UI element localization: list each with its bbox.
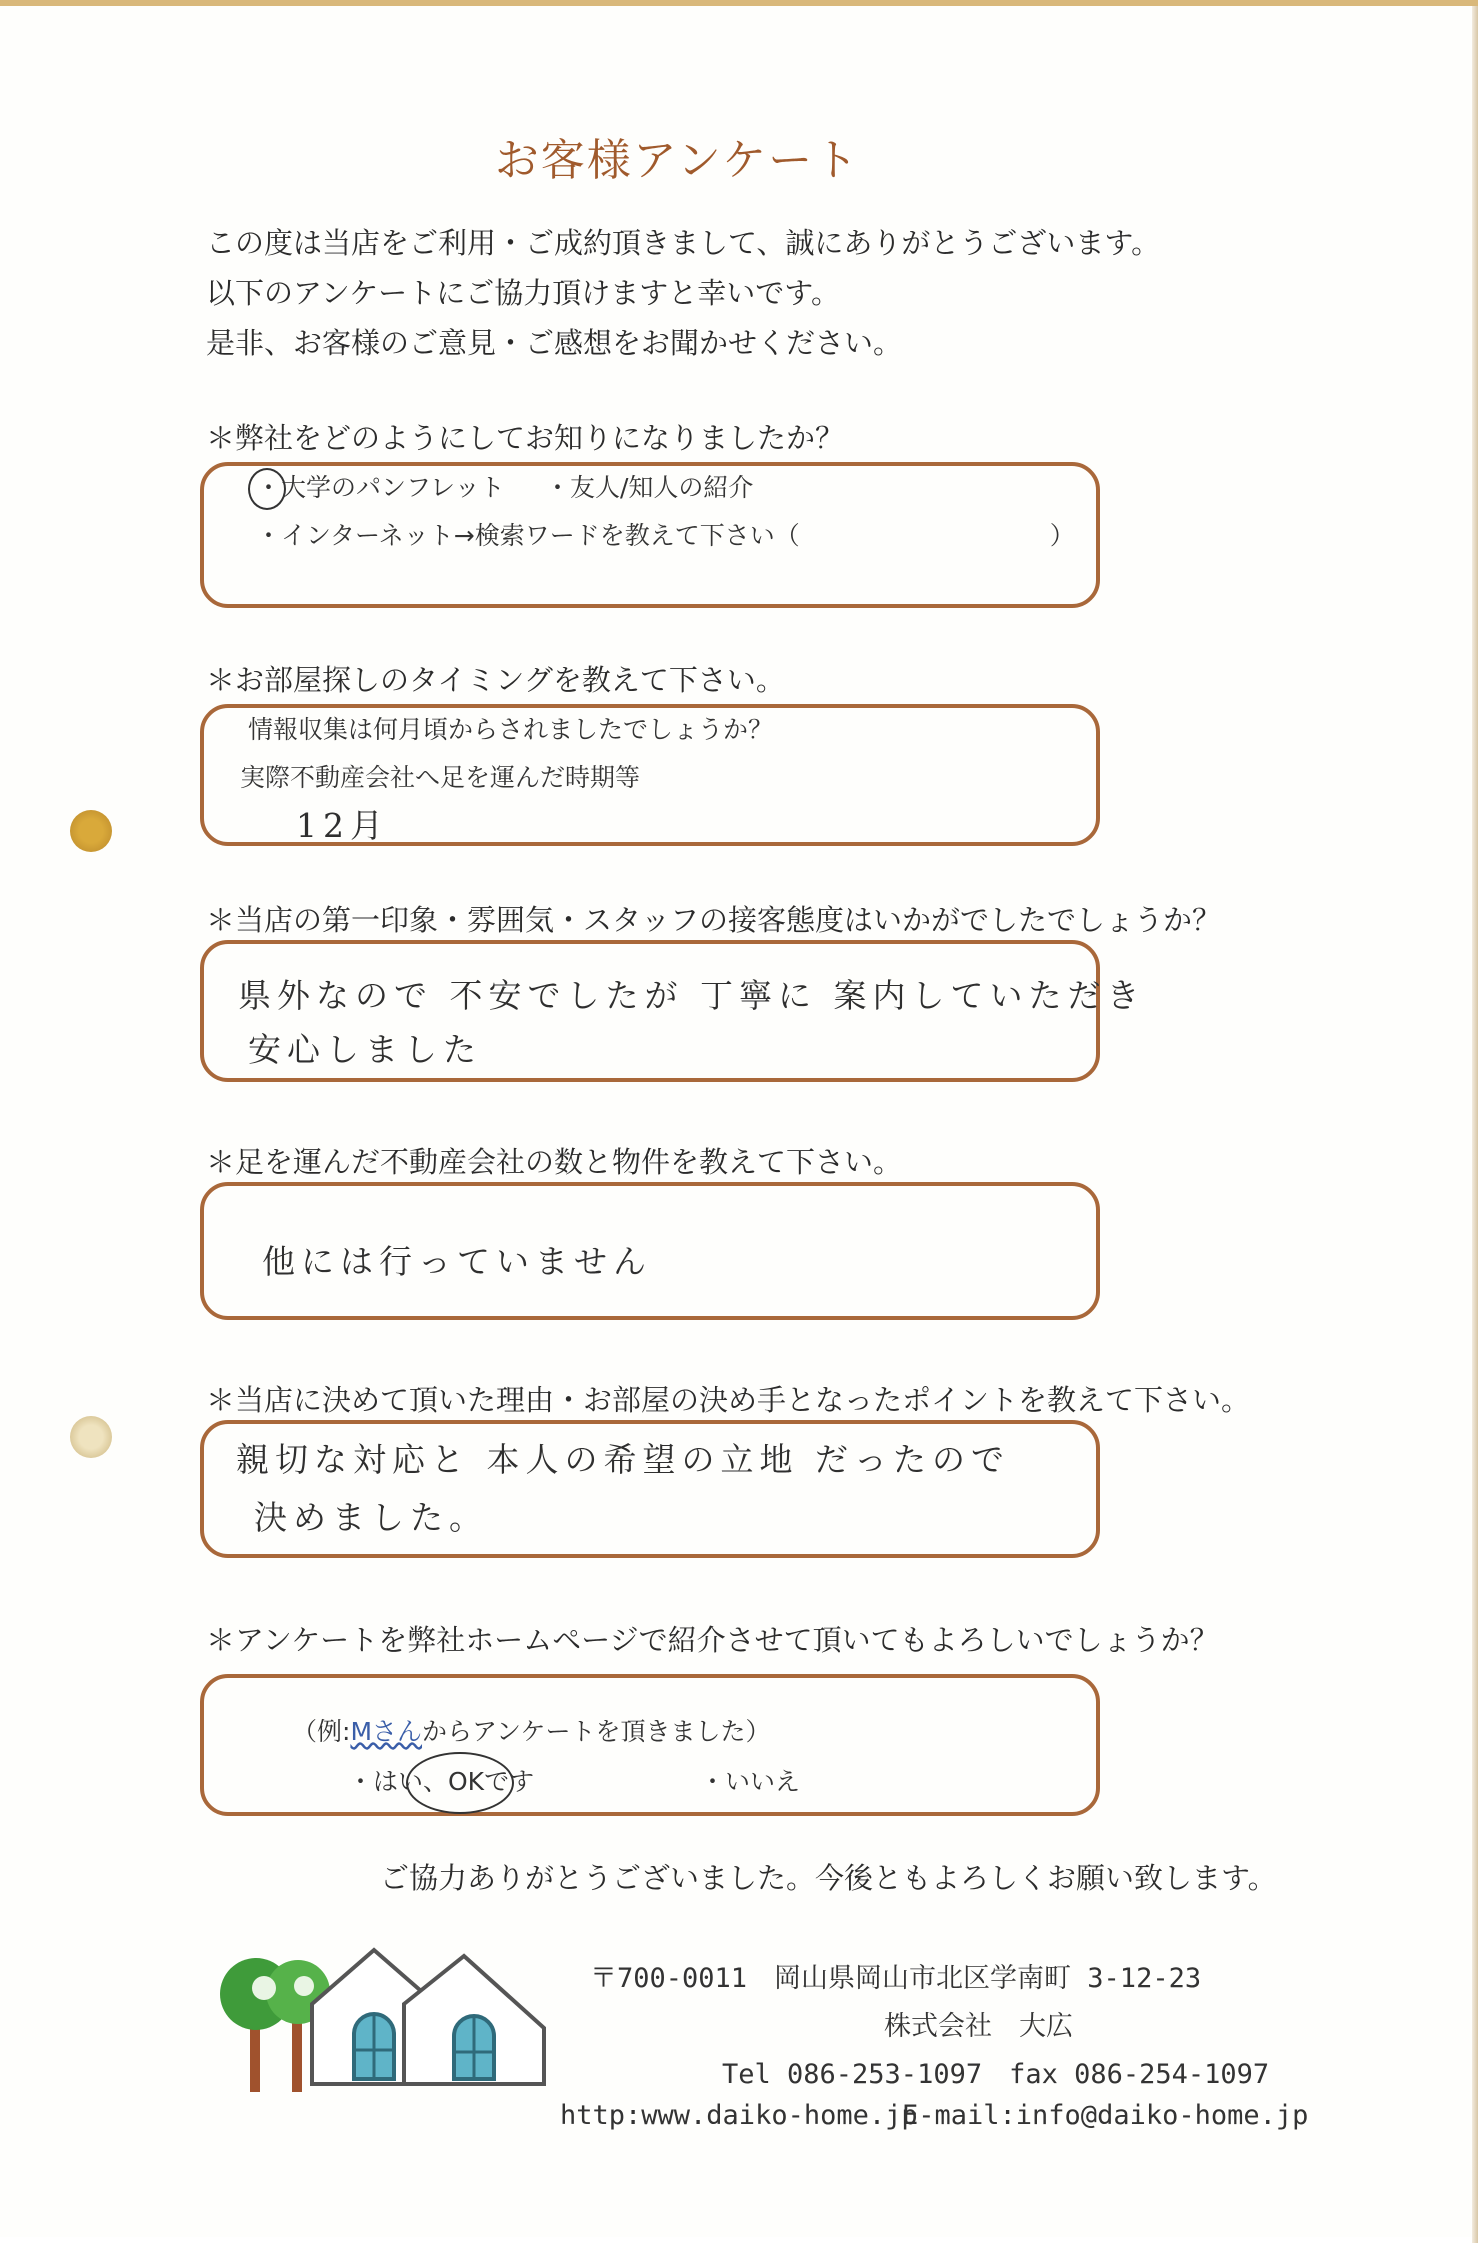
company-address: 〒700-0011 岡山県岡山市北区学南町 3-12-23 bbox=[590, 1963, 1202, 1994]
question-publish-permission: ＊アンケートを弊社ホームページで紹介させて頂いてもよろしいでしょうか？ bbox=[206, 1623, 1219, 1657]
handwritten-answer-reason-1: 親切な対応と 本人の希望の立地 だったので bbox=[236, 1440, 1010, 1479]
handwritten-answer-impression-2: 安心しました bbox=[248, 1030, 482, 1069]
question-impression: ＊当店の第一印象・雰囲気・スタッフの接客態度はいかがでしたでしょうか？ bbox=[206, 903, 1222, 937]
company-name: 株式会社 大広 bbox=[884, 2011, 1073, 2042]
question-how-known: ＊弊社をどのようにしてお知りになりましたか？ bbox=[206, 421, 845, 455]
question-decision-reason: ＊当店に決めて頂いた理由・お部屋の決め手となったポイントを教えて下さい。 bbox=[206, 1383, 1251, 1417]
intro-line: この度は当店をご利用・ご成約頂きまして、誠にありがとうございます。 bbox=[206, 226, 1161, 260]
page-title: お客様アンケート bbox=[494, 135, 861, 186]
company-phone: Tel 086-253-1097 fax 086-254-1097 bbox=[722, 2059, 1270, 2090]
company-logo-house-icon bbox=[214, 1944, 554, 2094]
permission-example bbox=[292, 1712, 771, 1748]
company-website[interactable]: http:www.daiko-home.jp bbox=[560, 2100, 918, 2131]
punch-hole-top bbox=[70, 810, 112, 852]
timing-line-1: 情報収集は何月頃からされましたでしょうか？ bbox=[248, 715, 774, 744]
option-friend[interactable]: ・友人/知人の紹介 bbox=[545, 473, 754, 502]
punch-hole-bottom bbox=[70, 1416, 112, 1458]
example-suffix: からアンケートを頂きました） bbox=[422, 1717, 771, 1746]
handwritten-answer-other-agencies: 他には行っていません bbox=[262, 1242, 652, 1281]
paper-edge bbox=[1472, 6, 1478, 2243]
handwritten-answer-timing: 12月 bbox=[296, 806, 389, 845]
question-other-agencies: ＊足を運んだ不動産会社の数と物件を教えて下さい。 bbox=[206, 1145, 903, 1179]
option-no[interactable]: ・いいえ bbox=[700, 1767, 801, 1796]
timing-line-2: 実際不動産会社へ足を運んだ時期等 bbox=[240, 763, 641, 792]
handwritten-answer-reason-2: 決めました。 bbox=[254, 1498, 488, 1537]
question-timing: ＊お部屋探しのタイミングを教えて下さい。 bbox=[206, 663, 785, 697]
example-name: Mさん bbox=[350, 1717, 423, 1746]
option-pamphlet[interactable]: ・大学のパンフレット bbox=[256, 473, 505, 502]
house-icon bbox=[312, 1950, 544, 2084]
company-email[interactable]: E-mail:info@daiko-home.jp bbox=[902, 2100, 1309, 2131]
selected-mark-circle bbox=[406, 1752, 514, 1814]
closing-message: ご協力ありがとうございました。今後ともよろしくお願い致します。 bbox=[380, 1861, 1277, 1895]
option-internet[interactable]: ・インターネット→検索ワードを教えて下さい（ ） bbox=[256, 521, 1075, 550]
intro-line: 以下のアンケートにご協力頂けますと幸いです。 bbox=[206, 276, 840, 310]
option-yes[interactable]: ・はい、OKです bbox=[348, 1767, 535, 1796]
handwritten-answer-impression-1: 県外なので 不安でしたが 丁寧に 案内していただき bbox=[238, 976, 1146, 1015]
intro-line: 是非、お客様のご意見・ご感想をお聞かせください。 bbox=[206, 326, 903, 360]
example-prefix: （例: bbox=[292, 1717, 351, 1746]
intro-text bbox=[206, 218, 1160, 368]
